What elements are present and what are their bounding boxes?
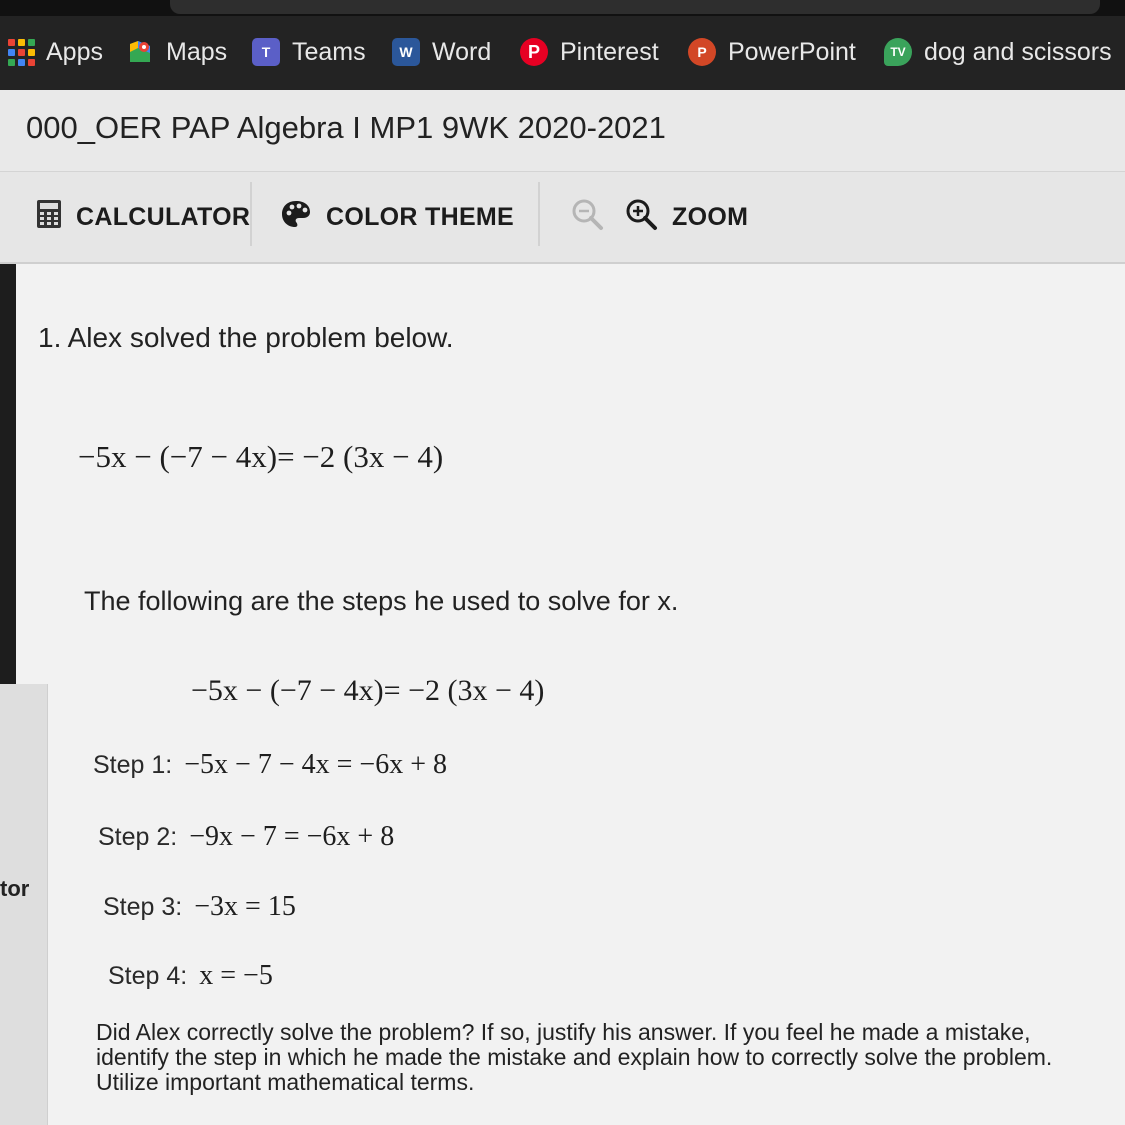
- bookmark-label: Apps: [46, 37, 103, 66]
- question-title: 1. Alex solved the problem below.: [38, 322, 454, 353]
- step-label: Step 2:: [98, 823, 178, 851]
- left-side-panel: [0, 684, 48, 1125]
- step-math: x = −5: [199, 960, 273, 991]
- step-label: Step 1:: [93, 751, 173, 779]
- bookmark-word[interactable]: [392, 30, 491, 74]
- powerpoint-icon: P: [688, 38, 716, 66]
- maps-icon: [126, 38, 154, 66]
- left-edge-dark: [0, 264, 16, 684]
- teams-icon: T: [252, 38, 280, 66]
- page-title: 000_OER PAP Algebra I MP1 9WK 2020-2021: [26, 110, 666, 145]
- left-partial-text: tor: [0, 876, 30, 901]
- bookmark-label: Teams: [292, 37, 366, 66]
- calculator-label: CALCULATOR: [76, 202, 251, 231]
- step-label: Step 4:: [108, 962, 188, 990]
- question-panel: [16, 264, 1125, 1125]
- word-icon: W: [392, 38, 420, 66]
- palette-icon: [280, 199, 312, 236]
- zoom-out-button[interactable]: [570, 194, 604, 240]
- restated-equation: −5x − (−7 − 4x)= −2 (3x − 4): [191, 674, 545, 707]
- step-1: [93, 749, 447, 781]
- assessment-page: [0, 90, 1125, 1125]
- step-3: [103, 891, 296, 923]
- bookmark-label: PowerPoint: [728, 37, 856, 66]
- tv-icon: TV: [884, 38, 912, 66]
- browser-tab[interactable]: [170, 0, 1100, 14]
- zoom-in-button[interactable]: [624, 194, 748, 240]
- step-math: −3x = 15: [194, 891, 296, 922]
- question-prompt: Did Alex correctly solve the problem? If so, justify his answer. If you feel he made a mistake, identify the step in which he made the mistake and explain how to correctly solve the problem. Utilize important mathematical terms.: [96, 1019, 1053, 1095]
- bookmarks-bar: [0, 0, 1125, 90]
- bookmark-label: Word: [432, 37, 492, 66]
- bookmark-apps[interactable]: [6, 30, 103, 74]
- apps-grid-icon: [6, 39, 34, 66]
- color-theme-label: COLOR THEME: [326, 202, 515, 231]
- bookmark-powerpoint[interactable]: [688, 30, 856, 74]
- zoom-in-icon: [624, 197, 658, 238]
- calculator-icon: [36, 199, 62, 236]
- steps-intro: The following are the steps he used to solve for x.: [84, 586, 679, 616]
- step-math: −5x − 7 − 4x = −6x + 8: [184, 749, 447, 780]
- step-2: [98, 821, 394, 853]
- zoom-label: ZOOM: [672, 202, 749, 231]
- pinterest-icon: P: [520, 38, 548, 66]
- tab-strip: [0, 0, 1125, 16]
- step-label: Step 3:: [103, 893, 183, 921]
- bookmark-label: Maps: [166, 37, 228, 66]
- step-4: [108, 960, 273, 992]
- calculator-button[interactable]: [36, 194, 250, 240]
- bookmark-teams[interactable]: [252, 30, 366, 74]
- bookmark-label: dog and scissors: [924, 37, 1112, 66]
- step-math: −9x − 7 = −6x + 8: [189, 821, 395, 852]
- bookmark-label: Pinterest: [560, 37, 659, 66]
- toolbar-divider: [250, 182, 252, 246]
- problem-equation: −5x − (−7 − 4x)= −2 (3x − 4): [78, 439, 444, 474]
- bookmark-pinterest[interactable]: [520, 30, 659, 74]
- bookmark-dog-and-scissors[interactable]: [884, 30, 1112, 74]
- title-bar: [0, 90, 1125, 172]
- toolbar-divider: [538, 182, 540, 246]
- zoom-out-icon: [570, 197, 604, 238]
- color-theme-button[interactable]: [280, 194, 514, 240]
- toolbar: [0, 172, 1125, 264]
- bookmark-maps[interactable]: [126, 30, 227, 74]
